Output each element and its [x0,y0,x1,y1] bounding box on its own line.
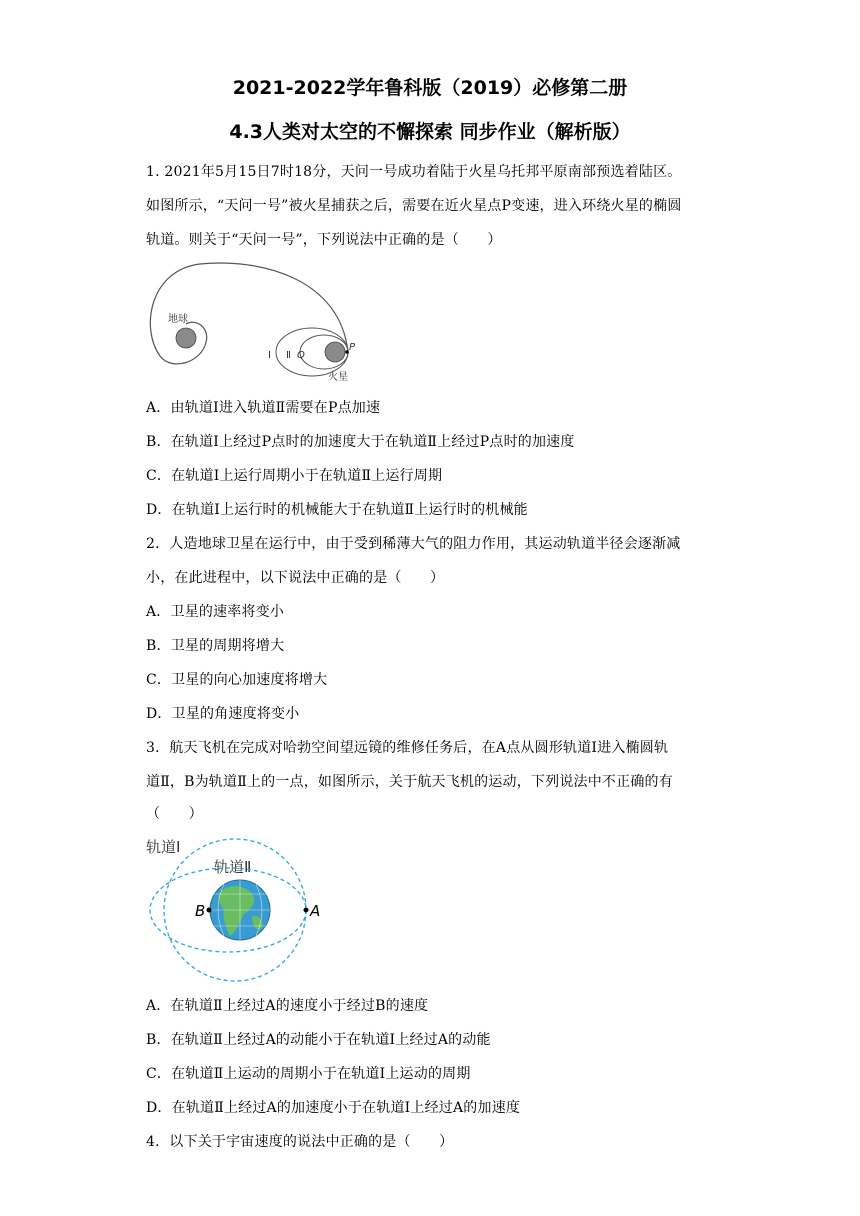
q4-stem-line-1: 4．以下关于宇宙速度的说法中正确的是（ ） [146,1134,454,1150]
mars-icon [325,342,345,362]
earth-icon [176,328,196,348]
q1-option-d: D．在轨道Ⅰ上运行时的机械能大于在轨道Ⅱ上运行时的机械能 [146,502,528,518]
q1-stem-line-2: 如图所示，“天问一号”被火星捕获之后，需要在近火星点P变速，进入环绕火星的椭圆 [146,198,682,214]
q1-stem-line-3: 轨道。则关于“天问一号”，下列说法中正确的是（ ） [146,232,502,248]
q2-option-d: D．卫星的角速度将变小 [146,706,300,722]
title-line-2: 4.3人类对太空的不懈探索 同步作业（解析版） [229,121,631,143]
point-p-label: P [349,342,356,353]
q2-option-a: A．卫星的速率将变小 [146,604,285,620]
q3-orbit-diagram [140,832,330,988]
q2-stem-line-2: 小，在此进程中，以下说法中正确的是（ ） [146,570,445,586]
q1-orbit-diagram [140,258,380,388]
q3-stem-line-1: 3．航天飞机在完成对哈勃空间望远镜的维修任务后，在A点从圆形轨道Ⅰ进入椭圆轨 [146,740,669,756]
q3-stem-line-2: 道Ⅱ，B为轨道Ⅱ上的一点，如图所示，关于航天飞机的运动，下列说法中不正确的有 [146,774,673,790]
q3-option-c: C．在轨道Ⅱ上运动的周期小于在轨道Ⅰ上运动的周期 [146,1066,471,1082]
earth-label: 地球 [168,314,188,325]
point-a-label: A [310,902,321,920]
title-line-1: 2021-2022学年鲁科版（2019）必修第二册 [232,77,628,99]
orbit-i-label: Ⅰ [268,350,271,361]
orbit-i-label: 轨道Ⅰ [146,838,181,856]
q1-option-a: A．由轨道Ⅰ进入轨道Ⅱ需要在P点加速 [146,400,381,416]
q3-option-a: A．在轨道Ⅱ上经过A的速度小于经过B的速度 [146,998,429,1014]
orbit-ii-label: 轨道Ⅱ [214,858,252,876]
q1-option-b: B．在轨道Ⅰ上经过P点时的加速度大于在轨道Ⅱ上经过P点时的加速度 [146,434,575,450]
q2-stem-line-1: 2．人造地球卫星在运行中，由于受到稀薄大气的阻力作用，其运动轨道半径会逐渐减 [146,536,681,552]
q1-stem-line-1: 1. 2021年5月15日7时18分，天问一号成功着陆于火星乌托邦平原南部预选着陆区。 [146,164,682,180]
point-q-label: Q [297,350,305,361]
point-a-dot [304,908,309,913]
earth-globe-icon [210,880,270,940]
q3-stem-line-3: （ ） [146,806,203,822]
orbit-ii-label: Ⅱ [286,350,291,361]
q3-option-d: D．在轨道Ⅱ上经过A的加速度小于在轨道Ⅰ上经过A的加速度 [146,1100,521,1116]
q1-option-c: C．在轨道Ⅰ上运行周期小于在轨道Ⅱ上运行周期 [146,468,443,484]
q3-option-b: B．在轨道Ⅱ上经过A的动能小于在轨道Ⅰ上经过A的动能 [146,1032,491,1048]
point-b-label: B [195,902,206,920]
q2-option-b: B．卫星的周期将增大 [146,638,285,654]
q2-option-c: C．卫星的向心加速度将增大 [146,672,328,688]
mars-label: 火星 [328,372,348,383]
point-b-dot [207,908,212,913]
